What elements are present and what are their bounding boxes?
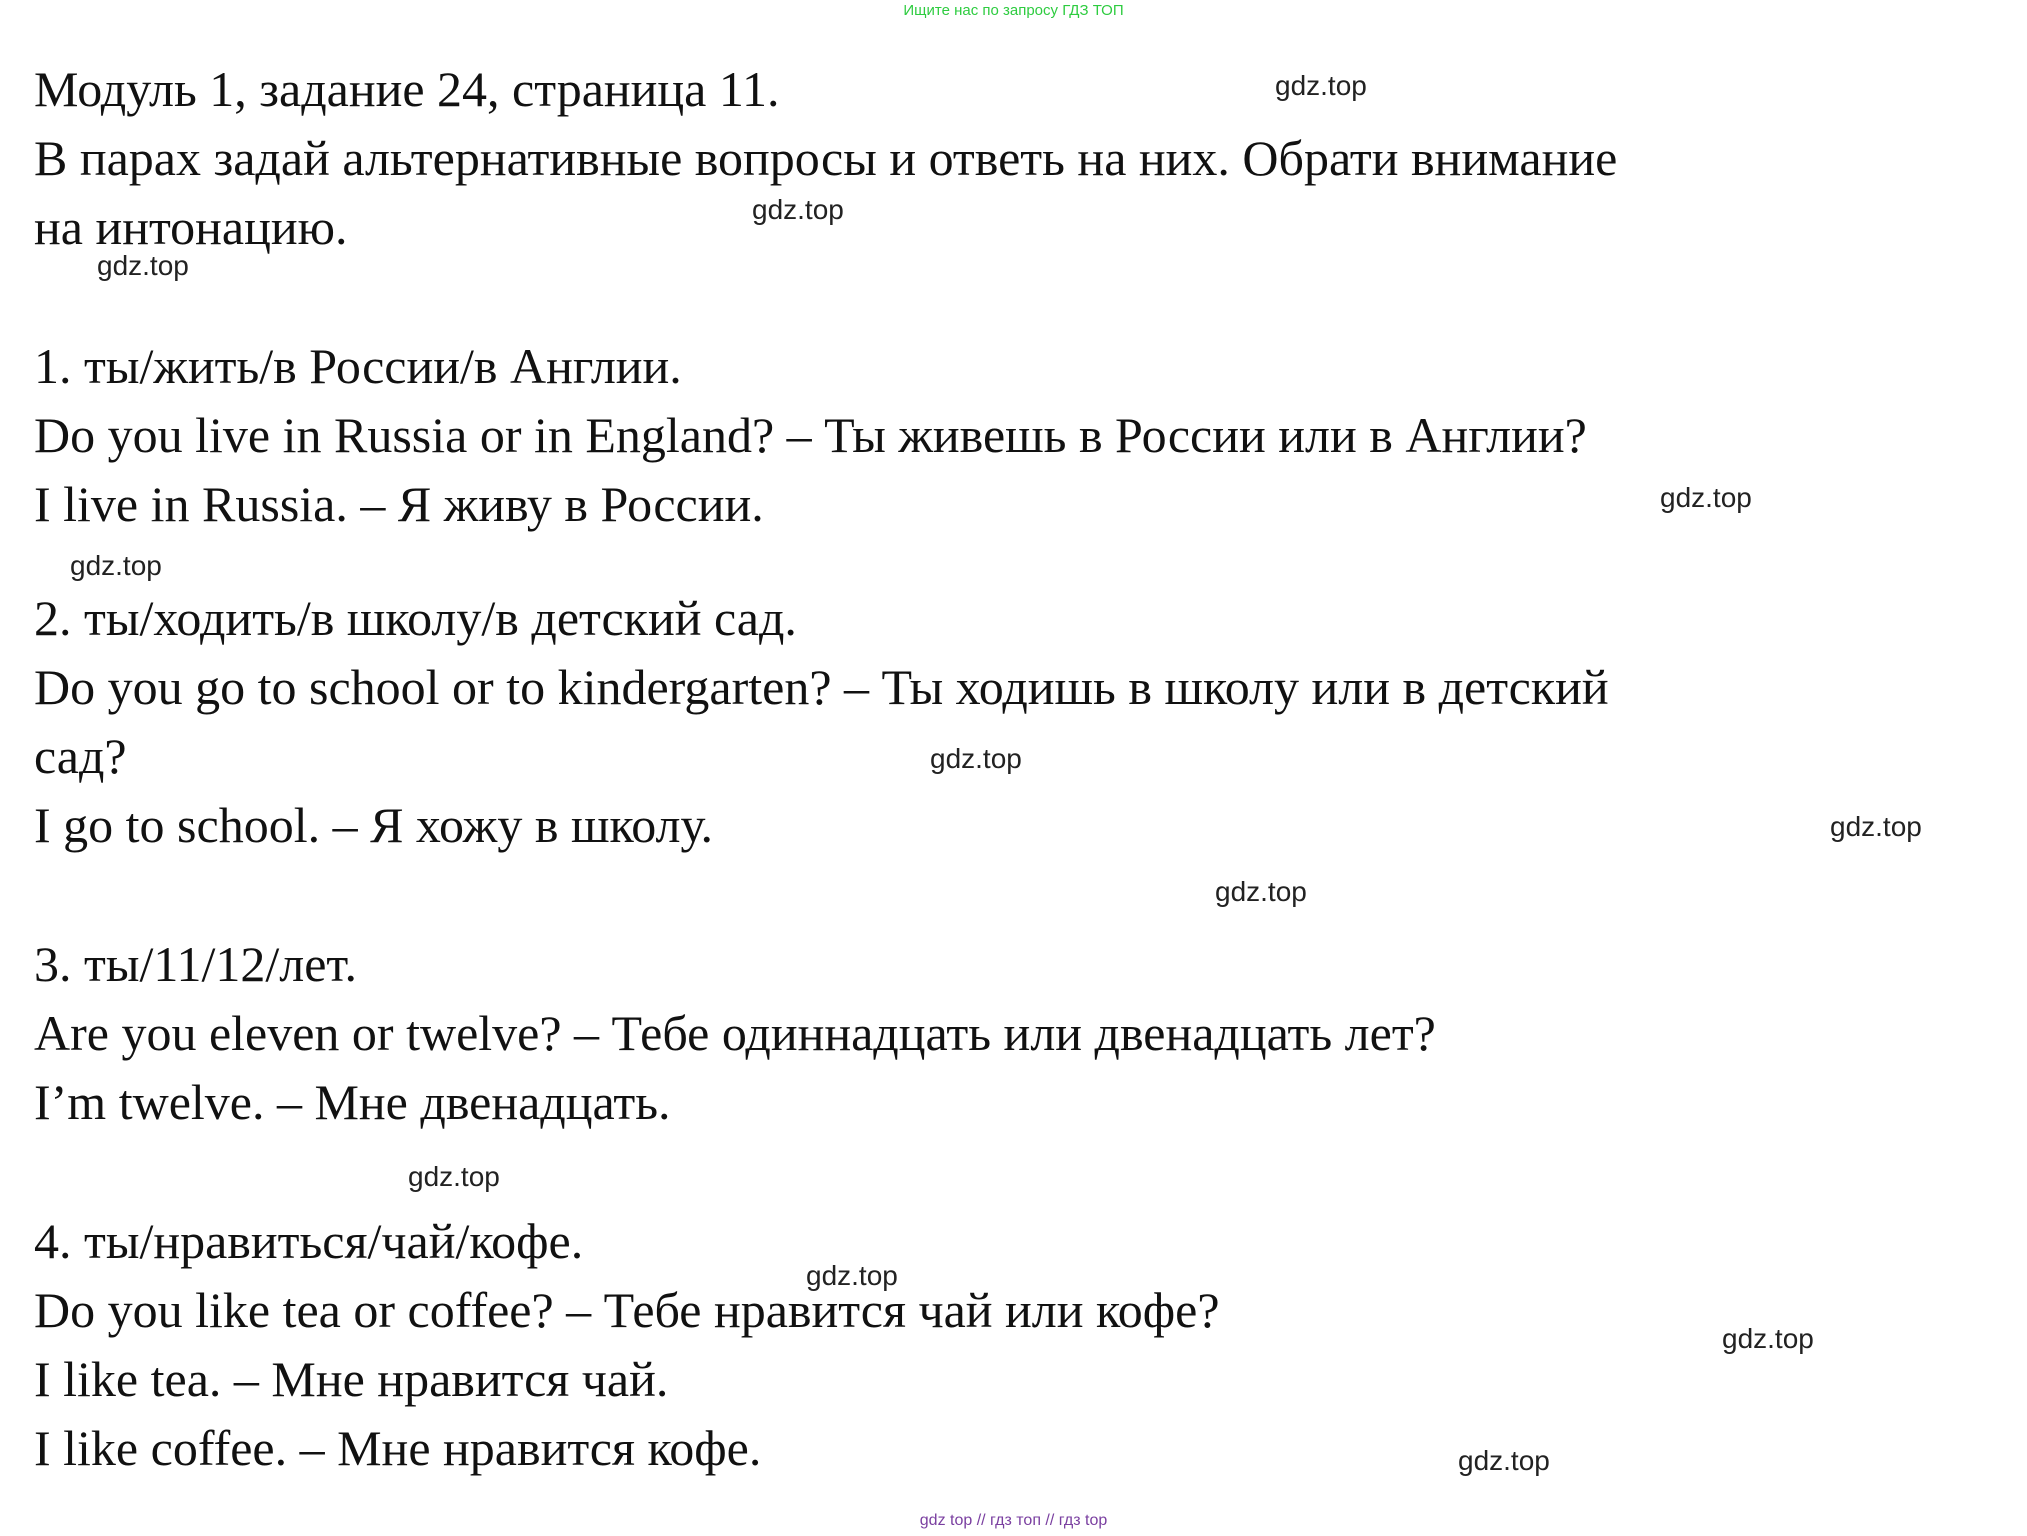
watermark: gdz.top	[1660, 482, 1752, 513]
watermark: gdz.top	[1275, 70, 1367, 101]
item-prompt: 1. ты/жить/в России/в Англии.	[34, 338, 682, 394]
watermark: gdz.top	[806, 1260, 898, 1291]
watermark: gdz.top	[408, 1161, 500, 1192]
watermark: gdz.top	[70, 550, 162, 581]
item-answer: I like tea. – Мне нравится чай.	[34, 1351, 669, 1407]
page-title: Модуль 1, задание 24, страница 11.	[34, 61, 780, 117]
instruction-line-2: на интонацию.	[34, 199, 348, 255]
item-answer: I go to school. – Я хожу в школу.	[34, 797, 713, 853]
watermark: gdz.top	[1722, 1323, 1814, 1354]
item-question: Do you like tea or coffee? – Тебе нравится чай или кофе?	[34, 1282, 1220, 1338]
watermark: gdz.top	[930, 743, 1022, 774]
item-answer: I’m twelve. – Мне двенадцать.	[34, 1074, 671, 1130]
exercise-item-4	[34, 1207, 2004, 1483]
item-answer: I live in Russia. – Я живу в России.	[34, 476, 764, 532]
exercise-item-3	[34, 930, 2004, 1137]
instruction-line-1: В парах задай альтернативные вопросы и ответь на них. Обрати внимание	[34, 130, 1618, 186]
item-prompt: 3. ты/11/12/лет.	[34, 936, 357, 992]
footer-watermark: gdz top // гдз топ // гдз top	[919, 1512, 1108, 1529]
item-prompt: 2. ты/ходить/в школу/в детский сад.	[34, 590, 797, 646]
item-question: Do you live in Russia or in England? – Ты живешь в России или в Англии?	[34, 407, 1587, 463]
item-question: Are you eleven or twelve? – Тебе одиннадцать или двенадцать лет?	[34, 1005, 1436, 1061]
exercise-item-2	[34, 584, 2004, 860]
item-prompt: 4. ты/нравиться/чай/кофе.	[34, 1213, 584, 1269]
item-question: Do you go to school or to kindergarten? – Ты ходишь в школу или в детский	[34, 659, 1609, 715]
watermark: gdz.top	[1830, 811, 1922, 842]
watermark: gdz.top	[1458, 1445, 1550, 1476]
watermark: gdz.top	[97, 250, 189, 281]
item-question-continued: сад?	[34, 728, 127, 784]
watermark: gdz.top	[1215, 876, 1307, 907]
watermark: gdz.top	[752, 194, 844, 225]
top-banner: Ищите нас по запросу ГДЗ ТОП	[903, 2, 1124, 19]
item-answer: I like coffee. – Мне нравится кофе.	[34, 1420, 762, 1476]
